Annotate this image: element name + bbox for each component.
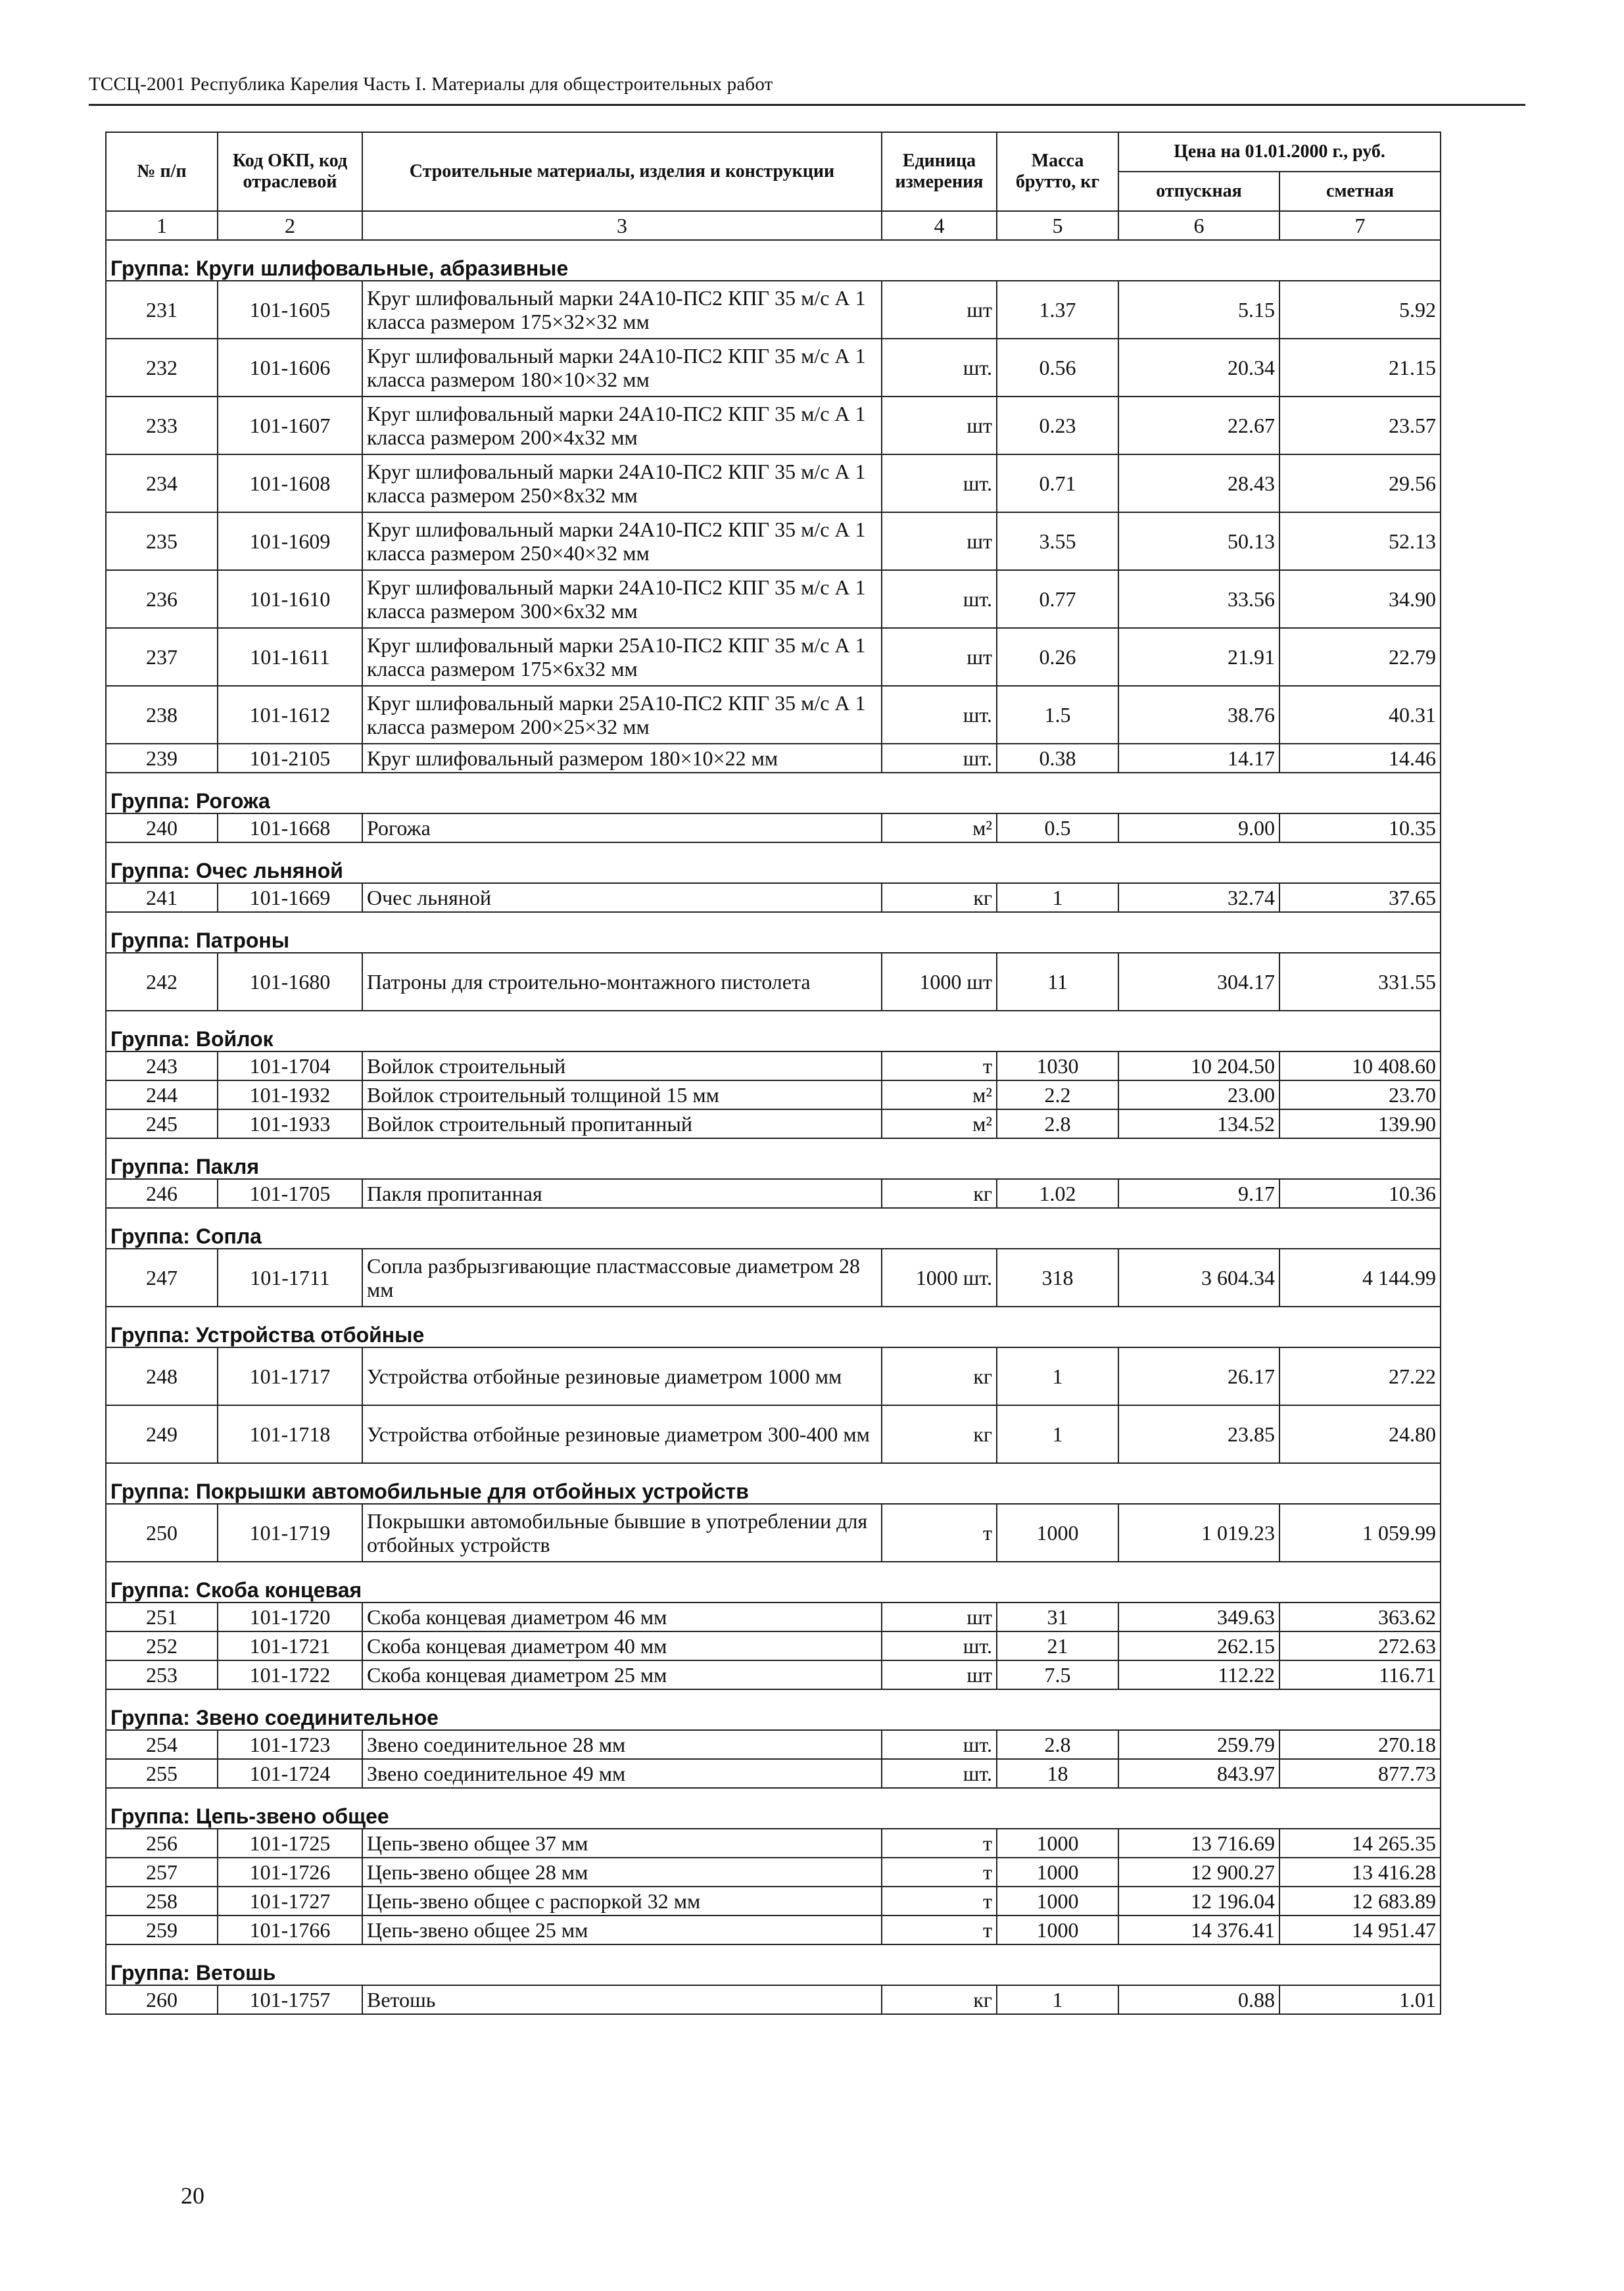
item-number: 246 xyxy=(106,1179,218,1208)
item-unit: шт. xyxy=(882,1730,997,1759)
group-title: Группа: Патроны xyxy=(106,912,1441,953)
item-mass: 1030 xyxy=(997,1051,1118,1080)
item-name: Устройства отбойные резиновые диаметром 1000 мм xyxy=(362,1347,882,1405)
item-name: Скоба концевая диаметром 40 мм xyxy=(362,1631,882,1660)
table-row xyxy=(106,339,1441,397)
group-row xyxy=(106,1463,1441,1504)
item-release-price: 23.00 xyxy=(1118,1080,1279,1109)
item-estimate-price: 23.57 xyxy=(1279,397,1441,454)
item-mass: 1 xyxy=(997,883,1118,912)
item-name: Пакля пропитанная xyxy=(362,1179,882,1208)
item-release-price: 304.17 xyxy=(1118,953,1279,1011)
item-estimate-price: 13 416.28 xyxy=(1279,1858,1441,1887)
item-mass: 0.5 xyxy=(997,813,1118,842)
item-estimate-price: 116.71 xyxy=(1279,1660,1441,1689)
item-unit: шт. xyxy=(882,1631,997,1660)
item-code: 101-1608 xyxy=(218,454,362,512)
col-header-estimate: сметная xyxy=(1279,172,1441,211)
item-code: 101-1606 xyxy=(218,339,362,397)
item-mass: 2.8 xyxy=(997,1730,1118,1759)
item-number: 248 xyxy=(106,1347,218,1405)
item-release-price: 33.56 xyxy=(1118,570,1279,628)
item-code: 101-1609 xyxy=(218,512,362,570)
table-row xyxy=(106,1080,1441,1109)
item-mass: 31 xyxy=(997,1603,1118,1631)
table-row xyxy=(106,1730,1441,1759)
item-estimate-price: 40.31 xyxy=(1279,686,1441,744)
table-row xyxy=(106,1405,1441,1463)
item-code: 101-1723 xyxy=(218,1730,362,1759)
item-name: Круг шлифовальный марки 24А10-ПС2 КПГ 35 м/с А 1 класса размером 180×10×32 мм xyxy=(362,339,882,397)
item-release-price: 32.74 xyxy=(1118,883,1279,912)
item-code: 101-1726 xyxy=(218,1858,362,1887)
item-code: 101-1705 xyxy=(218,1179,362,1208)
item-code: 101-1725 xyxy=(218,1829,362,1858)
group-row xyxy=(106,842,1441,883)
group-title: Группа: Рогожа xyxy=(106,773,1441,813)
item-number: 260 xyxy=(106,1985,218,2014)
item-name: Очес льняной xyxy=(362,883,882,912)
col-header-material: Строительные материалы, изделия и конструкции xyxy=(362,132,882,211)
item-mass: 1.37 xyxy=(997,281,1118,339)
group-title: Группа: Ветошь xyxy=(106,1944,1441,1985)
item-number: 233 xyxy=(106,397,218,454)
item-code: 101-1680 xyxy=(218,953,362,1011)
table-row xyxy=(106,1631,1441,1660)
item-mass: 0.71 xyxy=(997,454,1118,512)
group-row xyxy=(106,912,1441,953)
item-unit: шт xyxy=(882,1660,997,1689)
item-release-price: 349.63 xyxy=(1118,1603,1279,1631)
item-release-price: 23.85 xyxy=(1118,1405,1279,1463)
item-estimate-price: 52.13 xyxy=(1279,512,1441,570)
item-release-price: 134.52 xyxy=(1118,1109,1279,1138)
column-number: 6 xyxy=(1118,211,1279,240)
item-code: 101-1611 xyxy=(218,628,362,686)
table-row xyxy=(106,953,1441,1011)
group-title: Группа: Круги шлифовальные, абразивные xyxy=(106,240,1441,281)
item-number: 249 xyxy=(106,1405,218,1463)
item-mass: 3.55 xyxy=(997,512,1118,570)
item-estimate-price: 29.56 xyxy=(1279,454,1441,512)
item-release-price: 50.13 xyxy=(1118,512,1279,570)
item-mass: 0.23 xyxy=(997,397,1118,454)
item-estimate-price: 10 408.60 xyxy=(1279,1051,1441,1080)
col-header-code: Код ОКП, код отраслевой xyxy=(218,132,362,211)
item-release-price: 12 900.27 xyxy=(1118,1858,1279,1887)
item-mass: 21 xyxy=(997,1631,1118,1660)
item-unit: шт xyxy=(882,512,997,570)
group-title: Группа: Звено соединительное xyxy=(106,1689,1441,1730)
group-title: Группа: Сопла xyxy=(106,1208,1441,1249)
item-release-price: 9.00 xyxy=(1118,813,1279,842)
item-estimate-price: 1.01 xyxy=(1279,1985,1441,2014)
item-number: 238 xyxy=(106,686,218,744)
item-estimate-price: 27.22 xyxy=(1279,1347,1441,1405)
table-row xyxy=(106,744,1441,773)
item-mass: 0.77 xyxy=(997,570,1118,628)
item-code: 101-1669 xyxy=(218,883,362,912)
item-name: Цепь-звено общее с распоркой 32 мм xyxy=(362,1887,882,1916)
item-code: 101-1932 xyxy=(218,1080,362,1109)
item-name: Звено соединительное 49 мм xyxy=(362,1759,882,1788)
item-unit: т xyxy=(882,1858,997,1887)
item-name: Патроны для строительно-монтажного пистолета xyxy=(362,953,882,1011)
item-estimate-price: 270.18 xyxy=(1279,1730,1441,1759)
item-name: Ветошь xyxy=(362,1985,882,2014)
item-name: Устройства отбойные резиновые диаметром 300-400 мм xyxy=(362,1405,882,1463)
item-mass: 318 xyxy=(997,1249,1118,1307)
item-number: 234 xyxy=(106,454,218,512)
table-row xyxy=(106,1051,1441,1080)
item-unit: шт xyxy=(882,281,997,339)
group-row xyxy=(106,1307,1441,1347)
item-estimate-price: 331.55 xyxy=(1279,953,1441,1011)
column-number: 7 xyxy=(1279,211,1441,240)
item-number: 258 xyxy=(106,1887,218,1916)
item-number: 245 xyxy=(106,1109,218,1138)
item-code: 101-1607 xyxy=(218,397,362,454)
item-name: Цепь-звено общее 37 мм xyxy=(362,1829,882,1858)
item-mass: 1000 xyxy=(997,1504,1118,1562)
item-mass: 1000 xyxy=(997,1829,1118,1858)
item-number: 243 xyxy=(106,1051,218,1080)
item-code: 101-1668 xyxy=(218,813,362,842)
header-rule xyxy=(89,104,1525,106)
table-row xyxy=(106,281,1441,339)
item-code: 101-1720 xyxy=(218,1603,362,1631)
item-number: 237 xyxy=(106,628,218,686)
item-unit: м² xyxy=(882,1109,997,1138)
table-row xyxy=(106,883,1441,912)
item-name: Круг шлифовальный марки 25А10-ПС2 КПГ 35 м/с А 1 класса размером 200×25×32 мм xyxy=(362,686,882,744)
table-row xyxy=(106,1916,1441,1944)
item-unit: кг xyxy=(882,1985,997,2014)
item-code: 101-1711 xyxy=(218,1249,362,1307)
item-name: Круг шлифовальный марки 24А10-ПС2 КПГ 35 м/с А 1 класса размером 175×32×32 мм xyxy=(362,281,882,339)
item-name: Войлок строительный xyxy=(362,1051,882,1080)
column-number: 5 xyxy=(997,211,1118,240)
item-code: 101-2105 xyxy=(218,744,362,773)
table-row xyxy=(106,1759,1441,1788)
table-row xyxy=(106,1858,1441,1887)
col-header-mass: Масса брутто, кг xyxy=(997,132,1118,211)
item-unit: шт. xyxy=(882,686,997,744)
item-estimate-price: 139.90 xyxy=(1279,1109,1441,1138)
item-name: Рогожа xyxy=(362,813,882,842)
item-release-price: 112.22 xyxy=(1118,1660,1279,1689)
item-code: 101-1605 xyxy=(218,281,362,339)
item-code: 101-1722 xyxy=(218,1660,362,1689)
item-release-price: 259.79 xyxy=(1118,1730,1279,1759)
item-name: Войлок строительный пропитанный xyxy=(362,1109,882,1138)
item-number: 250 xyxy=(106,1504,218,1562)
item-unit: шт xyxy=(882,397,997,454)
item-code: 101-1766 xyxy=(218,1916,362,1944)
item-name: Круг шлифовальный марки 24А10-ПС2 КПГ 35 м/с А 1 класса размером 250×8х32 мм xyxy=(362,454,882,512)
column-number: 1 xyxy=(106,211,218,240)
group-row xyxy=(106,240,1441,281)
item-release-price: 12 196.04 xyxy=(1118,1887,1279,1916)
group-row xyxy=(106,1788,1441,1829)
table-body xyxy=(106,240,1441,2014)
item-number: 235 xyxy=(106,512,218,570)
group-title: Группа: Покрышки автомобильные для отбойных устройств xyxy=(106,1463,1441,1504)
item-unit: кг xyxy=(882,1405,997,1463)
item-release-price: 5.15 xyxy=(1118,281,1279,339)
item-code: 101-1727 xyxy=(218,1887,362,1916)
item-mass: 18 xyxy=(997,1759,1118,1788)
item-release-price: 26.17 xyxy=(1118,1347,1279,1405)
item-unit: шт xyxy=(882,628,997,686)
item-mass: 7.5 xyxy=(997,1660,1118,1689)
item-unit: шт. xyxy=(882,339,997,397)
item-code: 101-1757 xyxy=(218,1985,362,2014)
item-mass: 1 xyxy=(997,1347,1118,1405)
item-number: 241 xyxy=(106,883,218,912)
col-header-num: № п/п xyxy=(106,132,218,211)
item-unit: м² xyxy=(882,1080,997,1109)
item-estimate-price: 23.70 xyxy=(1279,1080,1441,1109)
table-row xyxy=(106,1347,1441,1405)
item-number: 259 xyxy=(106,1916,218,1944)
item-mass: 1.5 xyxy=(997,686,1118,744)
item-unit: т xyxy=(882,1887,997,1916)
column-number-row xyxy=(106,211,1441,240)
item-estimate-price: 14 265.35 xyxy=(1279,1829,1441,1858)
table-row xyxy=(106,1603,1441,1631)
item-estimate-price: 24.80 xyxy=(1279,1405,1441,1463)
item-unit: шт. xyxy=(882,454,997,512)
table-row xyxy=(106,397,1441,454)
item-code: 101-1718 xyxy=(218,1405,362,1463)
item-unit: шт. xyxy=(882,1759,997,1788)
item-number: 236 xyxy=(106,570,218,628)
item-unit: шт. xyxy=(882,570,997,628)
item-code: 101-1704 xyxy=(218,1051,362,1080)
table-row xyxy=(106,686,1441,744)
item-mass: 1000 xyxy=(997,1916,1118,1944)
item-mass: 0.38 xyxy=(997,744,1118,773)
column-number: 4 xyxy=(882,211,997,240)
item-number: 247 xyxy=(106,1249,218,1307)
group-row xyxy=(106,1562,1441,1603)
item-estimate-price: 4 144.99 xyxy=(1279,1249,1441,1307)
column-number: 2 xyxy=(218,211,362,240)
item-unit: 1000 шт xyxy=(882,953,997,1011)
item-release-price: 20.34 xyxy=(1118,339,1279,397)
item-release-price: 28.43 xyxy=(1118,454,1279,512)
item-mass: 2.2 xyxy=(997,1080,1118,1109)
table-row xyxy=(106,570,1441,628)
table-row xyxy=(106,813,1441,842)
item-name: Звено соединительное 28 мм xyxy=(362,1730,882,1759)
group-title: Группа: Устройства отбойные xyxy=(106,1307,1441,1347)
table-row xyxy=(106,628,1441,686)
item-release-price: 22.67 xyxy=(1118,397,1279,454)
table-row xyxy=(106,1887,1441,1916)
column-number: 3 xyxy=(362,211,882,240)
item-release-price: 3 604.34 xyxy=(1118,1249,1279,1307)
table-row xyxy=(106,454,1441,512)
item-mass: 0.26 xyxy=(997,628,1118,686)
item-unit: кг xyxy=(882,883,997,912)
item-code: 101-1719 xyxy=(218,1504,362,1562)
item-name: Цепь-звено общее 28 мм xyxy=(362,1858,882,1887)
item-estimate-price: 21.15 xyxy=(1279,339,1441,397)
table-row xyxy=(106,1109,1441,1138)
item-mass: 1000 xyxy=(997,1858,1118,1887)
item-mass: 2.8 xyxy=(997,1109,1118,1138)
group-row xyxy=(106,1944,1441,1985)
item-name: Круг шлифовальный марки 24А10-ПС2 КПГ 35 м/с А 1 класса размером 200×4х32 мм xyxy=(362,397,882,454)
item-code: 101-1933 xyxy=(218,1109,362,1138)
materials-table xyxy=(105,132,1441,2015)
item-unit: м² xyxy=(882,813,997,842)
item-number: 242 xyxy=(106,953,218,1011)
item-unit: кг xyxy=(882,1347,997,1405)
item-release-price: 1 019.23 xyxy=(1118,1504,1279,1562)
item-name: Скоба концевая диаметром 46 мм xyxy=(362,1603,882,1631)
item-number: 231 xyxy=(106,281,218,339)
item-estimate-price: 272.63 xyxy=(1279,1631,1441,1660)
page-number: 20 xyxy=(181,2182,204,2209)
item-estimate-price: 363.62 xyxy=(1279,1603,1441,1631)
item-release-price: 14 376.41 xyxy=(1118,1916,1279,1944)
item-number: 252 xyxy=(106,1631,218,1660)
item-unit: т xyxy=(882,1504,997,1562)
item-estimate-price: 5.92 xyxy=(1279,281,1441,339)
item-estimate-price: 22.79 xyxy=(1279,628,1441,686)
item-number: 251 xyxy=(106,1603,218,1631)
item-estimate-price: 14.46 xyxy=(1279,744,1441,773)
group-title: Группа: Войлок xyxy=(106,1011,1441,1051)
item-code: 101-1610 xyxy=(218,570,362,628)
item-release-price: 0.88 xyxy=(1118,1985,1279,2014)
group-title: Группа: Цепь-звено общее xyxy=(106,1788,1441,1829)
item-number: 253 xyxy=(106,1660,218,1689)
item-number: 240 xyxy=(106,813,218,842)
table-row xyxy=(106,1504,1441,1562)
item-code: 101-1612 xyxy=(218,686,362,744)
item-mass: 1.02 xyxy=(997,1179,1118,1208)
item-release-price: 14.17 xyxy=(1118,744,1279,773)
item-name: Круг шлифовальный марки 24А10-ПС2 КПГ 35 м/с А 1 класса размером 250×40×32 мм xyxy=(362,512,882,570)
item-code: 101-1717 xyxy=(218,1347,362,1405)
item-name: Скоба концевая диаметром 25 мм xyxy=(362,1660,882,1689)
item-name: Войлок строительный толщиной 15 мм xyxy=(362,1080,882,1109)
item-estimate-price: 10.35 xyxy=(1279,813,1441,842)
item-unit: шт xyxy=(882,1603,997,1631)
group-row xyxy=(106,1138,1441,1179)
item-number: 232 xyxy=(106,339,218,397)
item-code: 101-1721 xyxy=(218,1631,362,1660)
item-estimate-price: 37.65 xyxy=(1279,883,1441,912)
item-release-price: 262.15 xyxy=(1118,1631,1279,1660)
item-release-price: 9.17 xyxy=(1118,1179,1279,1208)
item-mass: 0.56 xyxy=(997,339,1118,397)
item-name: Круг шлифовальный размером 180×10×22 мм xyxy=(362,744,882,773)
item-release-price: 10 204.50 xyxy=(1118,1051,1279,1080)
group-title: Группа: Скоба концевая xyxy=(106,1562,1441,1603)
item-unit: 1000 шт. xyxy=(882,1249,997,1307)
item-number: 256 xyxy=(106,1829,218,1858)
item-unit: кг xyxy=(882,1179,997,1208)
col-header-release: отпускная xyxy=(1118,172,1279,211)
item-release-price: 13 716.69 xyxy=(1118,1829,1279,1858)
table-row xyxy=(106,1985,1441,2014)
group-row xyxy=(106,1011,1441,1051)
item-number: 255 xyxy=(106,1759,218,1788)
item-name: Покрышки автомобильные бывшие в употреблении для отбойных устройств xyxy=(362,1504,882,1562)
item-mass: 11 xyxy=(997,953,1118,1011)
item-number: 239 xyxy=(106,744,218,773)
table-row xyxy=(106,1179,1441,1208)
table-row xyxy=(106,1829,1441,1858)
item-estimate-price: 1 059.99 xyxy=(1279,1504,1441,1562)
group-row xyxy=(106,773,1441,813)
group-row xyxy=(106,1208,1441,1249)
col-header-unit: Единица измерения xyxy=(882,132,997,211)
item-name: Круг шлифовальный марки 24А10-ПС2 КПГ 35 м/с А 1 класса размером 300×6х32 мм xyxy=(362,570,882,628)
item-number: 257 xyxy=(106,1858,218,1887)
item-number: 254 xyxy=(106,1730,218,1759)
item-estimate-price: 14 951.47 xyxy=(1279,1916,1441,1944)
table-row xyxy=(106,512,1441,570)
item-unit: т xyxy=(882,1829,997,1858)
group-title: Группа: Очес льняной xyxy=(106,842,1441,883)
item-estimate-price: 877.73 xyxy=(1279,1759,1441,1788)
item-mass: 1 xyxy=(997,1985,1118,2014)
col-header-price-group: Цена на 01.01.2000 г., руб. xyxy=(1118,132,1441,172)
item-release-price: 21.91 xyxy=(1118,628,1279,686)
item-number: 244 xyxy=(106,1080,218,1109)
item-release-price: 38.76 xyxy=(1118,686,1279,744)
item-mass: 1 xyxy=(997,1405,1118,1463)
group-row xyxy=(106,1689,1441,1730)
item-unit: т xyxy=(882,1916,997,1944)
page-header: ТССЦ-2001 Республика Карелия Часть I. Материалы для общестроительных работ xyxy=(89,74,773,95)
table-row xyxy=(106,1660,1441,1689)
item-release-price: 843.97 xyxy=(1118,1759,1279,1788)
table-row xyxy=(106,1249,1441,1307)
group-title: Группа: Пакля xyxy=(106,1138,1441,1179)
item-estimate-price: 34.90 xyxy=(1279,570,1441,628)
item-unit: т xyxy=(882,1051,997,1080)
item-estimate-price: 12 683.89 xyxy=(1279,1887,1441,1916)
item-unit: шт. xyxy=(882,744,997,773)
item-name: Сопла разбрызгивающие пластмассовые диаметром 28 мм xyxy=(362,1249,882,1307)
item-estimate-price: 10.36 xyxy=(1279,1179,1441,1208)
item-mass: 1000 xyxy=(997,1887,1118,1916)
item-name: Цепь-звено общее 25 мм xyxy=(362,1916,882,1944)
item-code: 101-1724 xyxy=(218,1759,362,1788)
item-name: Круг шлифовальный марки 25А10-ПС2 КПГ 35 м/с А 1 класса размером 175×6х32 мм xyxy=(362,628,882,686)
